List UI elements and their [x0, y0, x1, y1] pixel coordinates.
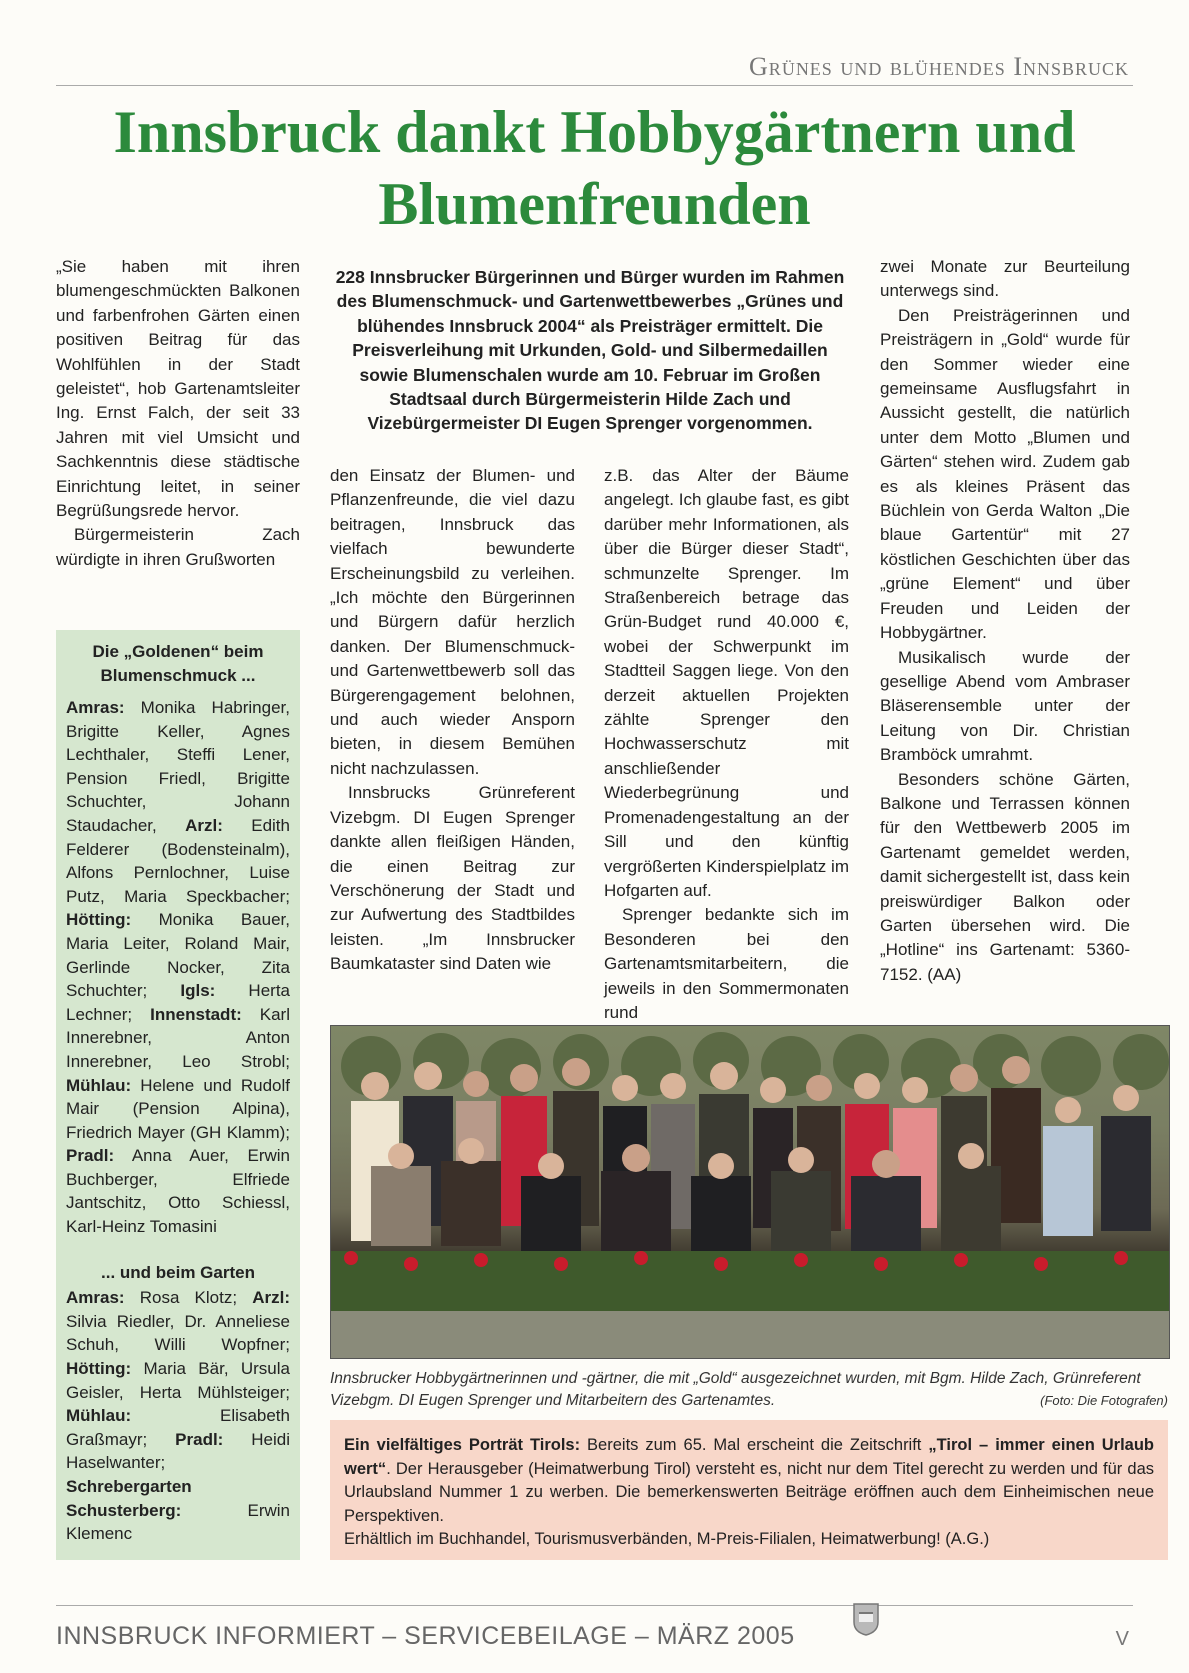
district: Igls: [180, 981, 216, 1001]
info-box-text: . Der Herausgeber (Heimatwerbung Tirol) versteht es, nicht nur dem Titel gerecht zu werden und für das Urlaubsland Nummer 1 zu werben. Die bemerkenswerten Beiträge eröffnen auch dem Einheimischen neue Perspektiven. [344, 1459, 1154, 1525]
paragraph: Sprenger bedankte sich im Besonderen bei den Gartenamtsmitarbeitern, die jeweils in den Sommermonaten rund [604, 905, 849, 1022]
district: Hötting: [66, 1359, 132, 1379]
group-photo-illustration [331, 1026, 1169, 1358]
district: Mühlau: [66, 1075, 132, 1095]
district: Mühlau: [66, 1406, 132, 1426]
info-box-availability: Erhältlich im Buchhandel, Tourismusverbänden, M-Preis-Filialen, Heimatwerbung! (A.G.) [344, 1530, 990, 1549]
district: Arzl: [185, 815, 223, 835]
district: Schrebergarten Schusterberg: [66, 1477, 192, 1520]
info-box-text: Bereits zum 65. Mal erscheint die Zeitschrift [580, 1436, 929, 1454]
names: Karl Innerebner, Anton Innerebner, Leo Strobl; [66, 1004, 290, 1071]
names: Monika Bauer, Maria Leiter, Roland Mair, Gerlinde Nocker, Zita Schuchter; [66, 910, 290, 1001]
article-column-3 [604, 464, 849, 1025]
article-column-2 [330, 464, 575, 977]
footer-title: INNSBRUCK INFORMIERT – SERVICEBEILAGE – MÄRZ 2005 [56, 1622, 795, 1650]
names: Herta Lechner; [66, 981, 290, 1024]
names: Elisabeth Graßmayr; [66, 1406, 290, 1449]
names: Maria Bär, Ursula Geisler, Herta Mühlsteiger; [66, 1359, 290, 1402]
photo-caption [330, 1368, 1168, 1412]
sidebar-heading-garden: ... und beim Garten [101, 1262, 255, 1282]
article-column-1 [56, 255, 300, 572]
district: Pradl: [175, 1429, 224, 1449]
names: Heidi Haselwanter; [66, 1429, 291, 1473]
paragraph: Bürgermeisterin Zach würdigte in ihren Grußworten [56, 525, 300, 569]
winners-garten [66, 1286, 290, 1546]
paragraph: den Einsatz der Blumen- und Pflanzenfreunde, die viel dazu beitragen, Innsbruck das vielfach bewunderte Erscheinungsbild zu verleihen. „Ich möchte den Bürgerinnen und Bürgern dafür herzlich danken. Der Blumenschmuck- und Gartenwettbewerb soll das Bürgerengagement belohnen, und auch wieder Ansporn bieten, in diesem Bemühen nicht nachzulassen. [330, 466, 575, 778]
section-rubric: Grünes und blühendes Innsbruck [749, 52, 1129, 81]
info-box [330, 1420, 1168, 1560]
district: Arzl: [252, 1288, 290, 1308]
district: Amras: [66, 1288, 125, 1308]
district: Hötting: [66, 910, 132, 930]
paragraph: Musikalisch wurde der gesellige Abend vom Ambraser Bläserensemble unter der Leitung von Dir. Christian Bramböck umrahmt. [880, 647, 1130, 765]
bottom-divider [56, 1605, 1133, 1606]
winners-sidebar [56, 630, 300, 1560]
paragraph: zwei Monate zur Beurteilung unterwegs sind. [880, 257, 1130, 301]
names: Silvia Riedler, Dr. Anneliese Schuh, Willi Wopfner; [66, 1311, 290, 1355]
winners-blumenschmuck [66, 696, 290, 1239]
names: Monika Habringer, Brigitte Keller, Agnes Lechthaler, Steffi Lener, Pension Friedl, Brigitte Schuchter, Johann Staudacher, [66, 698, 290, 835]
names: Erwin Klemenc [66, 1500, 290, 1544]
district: Pradl: [66, 1146, 115, 1166]
caption-text: Innsbrucker Hobbygärtnerinnen und -gärtner, die mit „Gold“ ausgezeichnet wurden, mit Bgm. Hilde Zach, Grünreferent Vizebgm. DI Eugen Sprenger und Mitarbeitern des Gartenamtes. [330, 1370, 1141, 1409]
group-photo [330, 1025, 1170, 1359]
top-divider [56, 85, 1133, 86]
city-crest-icon [852, 1602, 880, 1641]
headline: Innsbruck dankt Hobbygärtnern und Blumenfreunden [113, 99, 1076, 237]
info-box-title: Ein vielfältiges Porträt Tirols: [344, 1436, 581, 1454]
page-number: V [1115, 1628, 1129, 1650]
names: Anna Auer, Erwin Buchberger, Elfriede Jantschitz, Otto Schiessl, Karl-Heinz Tomasini [66, 1146, 290, 1237]
magazine-title: „Tirol – immer einen Urlaub wert“ [344, 1436, 1155, 1478]
sidebar-heading: Die „Goldenen“ beim Blumenschmuck ... [92, 642, 264, 685]
article-column-4 [880, 255, 1130, 987]
district: Amras: [66, 698, 125, 717]
paragraph: „Sie haben mit ihren blumengeschmückten Balkonen und farbenfrohen Gärten einen positiven Beitrag für das Wohlfühlen in der Stadt geleistet“, hob Gartenamtsleiter Ing. Ernst Falch, der seit 33 Jahren mit viel Umsicht und Sachkenntnis diese städtische Einrichtung leitet, in seiner Begrüßungsrede hervor. [56, 257, 300, 521]
paragraph: z.B. das Alter der Bäume angelegt. Ich glaube fast, es gibt darüber mehr Informationen, als über die Bürger dieser Stadt“, schmunzelte Sprenger. Im Straßenbereich betrage das Grün-Budget rund 40.000 €, wobei der Schwerpunkt im Stadtteil Saggen liege. Von den derzeit aktuellen Projekten zählte Sprenger den Hochwasserschutz mit anschließender Wiederbegrünung und Promenadengestaltung an der Sill und den künftig vergrößerten Kinderspielplatz im Hofgarten auf. [604, 466, 849, 900]
names: Helene und Rudolf Mair (Pension Alpina), Friedrich Mayer (GH Klamm); [66, 1075, 290, 1142]
paragraph: Besonders schöne Gärten, Balkone und Terrassen können für den Wettbewerb 2005 im Gartenamt gemeldet werden, damit sichergestellt ist, dass kein preiswürdiger Balkon oder Garten übersehen wird. Die „Hotline“ ins Gartenamt: 5360-7152. (AA) [880, 769, 1130, 984]
lead-paragraph: 228 Innsbrucker Bürgerinnen und Bürger wurden im Rahmen des Blumenschmuck- und Gartenwettbewerbes „Grünes und blühendes Innsbruck 2004“ als Preisträger ermittelt. Die Preisverleihung mit Urkunden, Gold- und Silbermedaillen sowie Blumenschalen wurde am 10. Februar im Großen Stadtsaal durch Bürgermeisterin Hilde Zach und Vizebürgermeister DI Eugen Sprenger vorgenommen. [335, 267, 845, 434]
photo-credit: (Foto: Die Fotografen) [1040, 1393, 1168, 1408]
names: Rosa Klotz; [124, 1288, 253, 1308]
district: Innenstadt: [150, 1004, 242, 1024]
paragraph: Innsbrucks Grünreferent Vizebgm. DI Eugen Sprenger dankte allen fleißigen Händen, die einen Beitrag zur Verschönerung der Stadt und zur Aufwertung des Stadtbildes leisten. „Im Innsbrucker Baumkataster sind Daten wie [330, 783, 575, 974]
paragraph: Den Preisträgerinnen und Preisträgern in „Gold“ wurde für den Sommer wieder eine gemeinsame Ausflugsfahrt in Aussicht gestellt, die natürlich unter dem Motto „Blumen und Gärten“ stehen wird. Zudem gab es als kleines Präsent das Büchlein von Gerda Walton „Die blaue Gartentür“ mit 27 köstlichen Geschichten über das „grüne Element“ und über Freuden und Leiden der Hobbygärtner. [880, 305, 1130, 643]
names: Edith Felderer (Bodensteinalm), Alfons Pernlochner, Luise Putz, Maria Speckbacher; [66, 815, 290, 906]
